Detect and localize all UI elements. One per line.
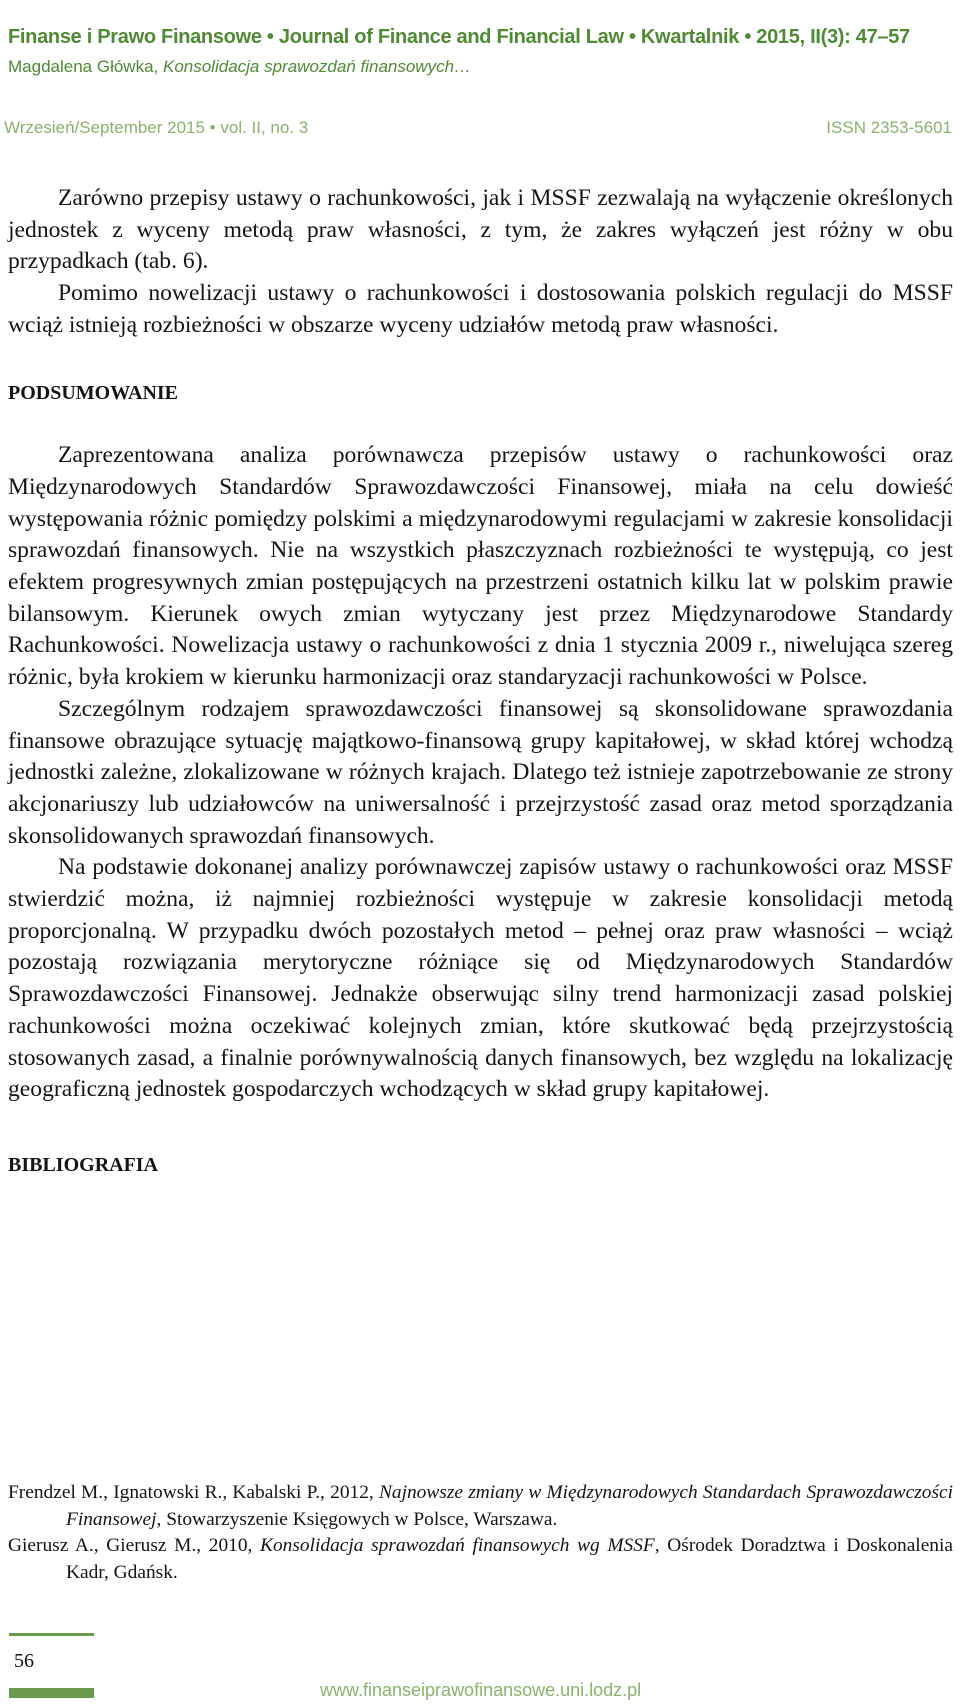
author-name: Magdalena Główka,: [8, 57, 163, 76]
paragraph: Zarówno przepisy ustawy o rachunkowości, jak i MSSF zezwalają na wyłączenie określonych jednostek z wyceny metodą praw własności, z tym, że zakres wyłączeń jest różny w obu przypadkach (tab. 6).: [8, 185, 953, 275]
page-number: 56: [14, 1650, 34, 1672]
running-article-title: Konsolidacja sprawozdań finansowych…: [162, 57, 472, 76]
bibliography-entry: [8, 1480, 953, 1533]
paragraph: Szczególnym rodzajem sprawozdawczości finansowej są skonsolidowane sprawozdania finansowe obrazujące sytuację majątkowo-finansową grupy kapitałowej, w skład której wchodzą jednostki zależne, zlokalizowane w różnych krajach. Dlatego też istnieje zapotrzebowanie ze strony akcjonariuszy lub udziałowców na uniwersalność i przejrzystość zasad oraz metod sporządzania skonsolidowanych sprawozdań finansowych.: [8, 695, 953, 849]
issn: ISSN 2353-5601: [826, 118, 952, 137]
paragraph: Zaprezentowana analiza porównawcza przepisów ustawy o rachunkowości oraz Międzynarodowych Standardów Sprawozdawczości Finansowej, miała na celu dowieść występowania różnic pomiędzy polskimi a międzynarodowymi regulacjami w zakresie konsolidacji sprawozdań finansowych. Nie na wszystkich płaszczyznach rozbieżności te występują, co jest efektem progresywnych zmian postępujących na przestrzeni ostatnich kilku lat w polskim prawie bilansowym. Kierunek owych zmian wytyczany jest przez Międzynarodowe Standardy Rachunkowości. Nowelizacja ustawy o rachunkowości z dnia 1 stycznia 2009 r., niwelująca szereg różnic, była krokiem w kierunku harmonizacji oraz standaryzacji rachunkowości w Polsce.: [8, 442, 953, 691]
footer-bar: [9, 1688, 94, 1698]
section-heading-bibliography: BIBLIOGRAFIA: [8, 1153, 159, 1176]
issue-info: Wrzesień/September 2015 • vol. II, no. 3: [4, 118, 309, 137]
journal-header: Finanse i Prawo Finansowe • Journal of Finance and Financial Law • Kwartalnik • 2015, II(3): 47–57: [8, 26, 910, 48]
bibliography-entry: [8, 1533, 953, 1586]
footer-rule: [9, 1633, 94, 1636]
ref-publisher: , Ośrodek Doradztwa i Doskonalenia Kadr, Gdańsk.: [66, 1535, 953, 1583]
ref-title: Najnowsze zmiany w Międzynarodowych Standardach Sprawozdawczości Finansowej: [66, 1482, 953, 1530]
ref-publisher: , Stowarzyszenie Księgowych w Polsce, Warszawa.: [156, 1508, 558, 1530]
section-heading-summary: PODSUMOWANIE: [8, 381, 179, 404]
footer-url-link[interactable]: www.finanseiprawofinansowe.uni.lodz.pl: [320, 1680, 642, 1700]
ref-title: Konsolidacja sprawozdań finansowych wg MSSF: [260, 1535, 655, 1556]
author-line: [8, 57, 958, 77]
ref-authors: Frendzel M., Ignatowski R., Kabalski P., 2012,: [8, 1482, 379, 1503]
article-body: [8, 183, 953, 1220]
paragraph: Na podstawie dokonanej analizy porównawczej zapisów ustawy o rachunkowości oraz MSSF stwierdzić można, iż najmniej rozbieżności występuje w zakresie konsolidacji metodą proporcjonalną. W przypadku dwóch pozostałych metod – pełnej oraz praw własności – wciąż pozostają rozwiązania merytoryczne różniące się od Międzynarodowych Standardów Sprawozdawczości Finansowej. Jednakże obserwując silny trend harmonizacji zasad polskiej rachunkowości można oczekiwać kolejnych zmian, które skutkować będą przejrzystością stosowanych zasad, a finalnie porównywalnością danych finansowych, bez względu na lokalizację geograficzną jednostek gospodarczych wchodzących w skład grupy kapitałowej.: [8, 854, 953, 1103]
paragraph: Pomimo nowelizacji ustawy o rachunkowości i dostosowania polskich regulacji do MSSF wciąż istnieją rozbieżności w obszarze wyceny udziałów metodą praw własności.: [8, 280, 953, 338]
bibliography-list: [8, 1480, 953, 1586]
ref-authors: Gierusz A., Gierusz M., 2010,: [8, 1535, 261, 1556]
